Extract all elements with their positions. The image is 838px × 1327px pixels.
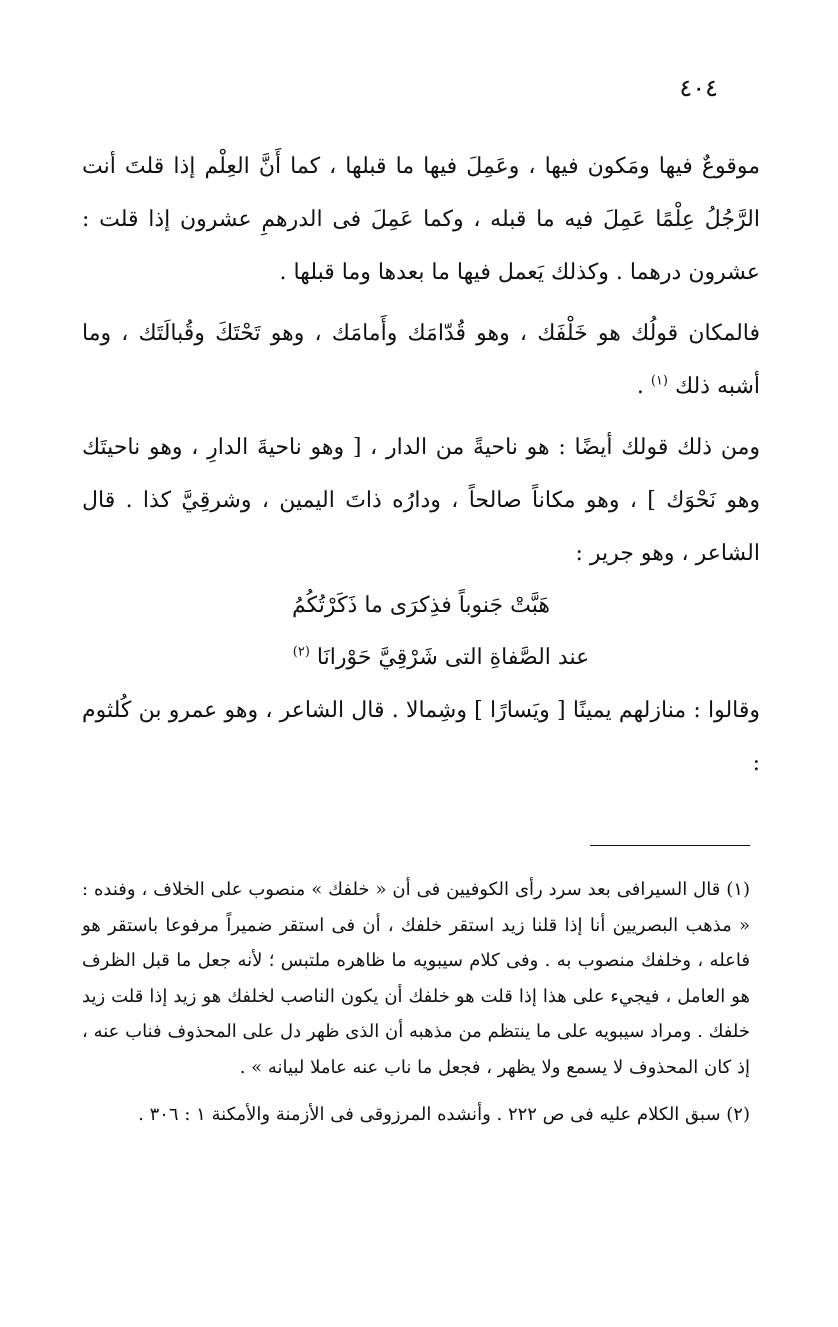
verse-line-2-text: عند الصَّفاةِ التى شَرْقِيَّ حَوْرانَا [316, 645, 590, 670]
paragraph-2 [82, 307, 760, 413]
paragraph-3: ومن ذلك قولك أيضًا : هو ناحيةً من الدار ، [ وهو ناحيةَ الدارِ ، وهو ناحيتَك وهو نَحْوَك ] ، وهو مكاناً صالحاً ، ودارُه ذاتَ اليمين ، وشرقِيَّ كذا . قال الشاعر ، وهو جرير : [82, 435, 760, 566]
page-number: ٤٠٤ [679, 74, 718, 102]
footnote-marker-1: (١) [650, 373, 668, 389]
footnote-1: (١) قال السيرافى بعد سرد رأى الكوفيين فى أن « خلفك » منصوب على الخلاف ، وفنده : « مذهب البصريين أنا إذا قلنا زيد استقر خلفك ، أن فى استقر ضميراً مرفوعا باستقر هو فاعله ، وخلفك منصوب به . وفى كلام سيبويه ما ظاهره ملتبس ؛ لأنه جعل ما قبل الظرف هو العامل ، فيجيء على هذا إذا قلت هو خلفك أن يكون الناصب لخلفك هو زيد إذا قلت زيد خلفك . ومراد سيبويه على ما ينتظم من مذهبه أن الذى ظهر دل على المحذوف فناب عنه ، إذ كان المحذوف لا يسمع ولا يظهر ، فجعل ما ناب عنه عاملا لبيانه » . [82, 879, 750, 1078]
verse-line-1: هَبَّتْ جَنوباً فذِكرَى ما ذَكَرْتُكُمُ [292, 593, 550, 618]
paragraph-2-text: فالمكان قولُك هو خَلْفَك ، وهو قُدّامَك وأَمامَك ، وهو تَحْتَكَ وقُبالَتَك ، وما أشبه ذلك [82, 321, 760, 399]
main-text [82, 140, 760, 790]
paragraph-2-end: . [636, 374, 651, 399]
footnote-2: (٢) سبق الكلام عليه فى ص ٢٢٢ . وأنشده المرزوقى فى الأزمنة والأمكنة ١ : ٣٠٦ . [138, 1104, 750, 1125]
paragraph-4: وقالوا : منازلهم يمينًا [ ويَسارًا ] وشِمالا . قال الشاعر ، وهو عمرو بن كُلثوم : [82, 698, 760, 776]
footnotes [82, 872, 750, 1133]
footnote-marker-2: (٢) [292, 644, 310, 660]
paragraph-1: موقوعٌ فيها ومَكون فيها ، وعَمِلَ فيها ما قبلها ، كما أَنَّ العِلْم إذا قلتَ أنت الرَّجُلُ عِلْمًا عَمِلَ فيه ما قبله ، وكما عَمِلَ فى الدرهمِ عشرون إذا قلت : عشرون درهما . وكذلك يَعمل فيها ما بعدها وما قبلها . [82, 154, 760, 285]
footnote-divider [590, 845, 750, 846]
verse-line-2 [82, 632, 760, 684]
poem-verse [82, 580, 760, 684]
